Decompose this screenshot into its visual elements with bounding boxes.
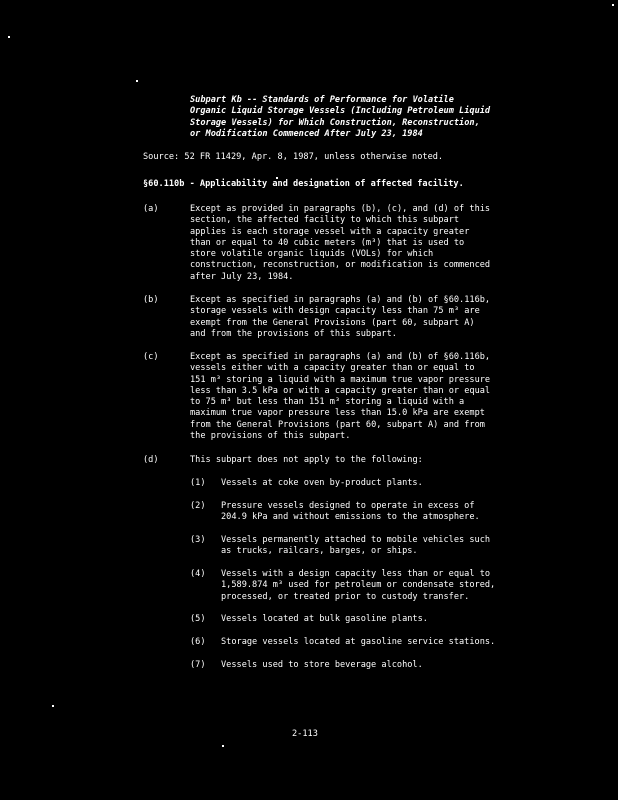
paragraph-label: (b): [143, 295, 159, 305]
paragraph-line: to 75 m³ but less than 151 m³ storing a liquid with a: [190, 397, 465, 408]
paragraph-line: Except as provided in paragraphs (b), (c), and (d) of this: [190, 204, 491, 214]
item-text: [221, 501, 561, 524]
item-line: Vessels located at bulk gasoline plants.: [221, 614, 428, 624]
scan-speck: [8, 36, 10, 38]
paragraph-line: vessels either with a capacity greater than or equal to: [190, 363, 475, 374]
source-note: Source: 52 FR 11429, Apr. 8, 1987, unless otherwise noted.: [143, 152, 444, 162]
item-number: (4): [190, 569, 206, 579]
paragraph-line: store volatile organic liquids (VOLs) for which: [190, 249, 434, 260]
paragraph-line: less than 3.5 kPa or with a capacity greater than or equal: [190, 385, 491, 396]
title-line: Storage Vessels) for Which Construction, Reconstruction,: [190, 117, 480, 128]
paragraph-line: section, the affected facility to which this subpart: [190, 215, 460, 226]
subpart-title: [190, 95, 560, 140]
paragraph-body: [190, 455, 570, 466]
paragraph-line: Except as specified in paragraphs (a) and (b) of §60.116b,: [190, 352, 491, 362]
item-line: Vessels used to store beverage alcohol.: [221, 660, 423, 670]
paragraph-line: 151 m³ storing a liquid with a maximum true vapor pressure: [190, 374, 491, 385]
item-text: [221, 614, 561, 625]
item-line: Vessels with a design capacity less than or equal to: [221, 569, 491, 579]
paragraph-label: (c): [143, 352, 159, 362]
item-number: (5): [190, 614, 206, 624]
paragraph-body: [190, 204, 570, 283]
title-line: Organic Liquid Storage Vessels (Including Petroleum Liquid: [190, 106, 491, 117]
item-number: (6): [190, 637, 206, 647]
item-text: [221, 535, 561, 558]
paragraph-line: than or equal to 40 cubic meters (m³) that is used to: [190, 237, 465, 248]
title-line: or Modification Commenced After July 23, 1984: [190, 128, 423, 139]
paragraph-line: the provisions of this subpart.: [190, 431, 351, 442]
scan-speck: [276, 177, 278, 179]
paragraph-line: This subpart does not apply to the following:: [190, 455, 423, 465]
item-line: 204.9 kPa and without emissions to the atmosphere.: [221, 512, 480, 523]
paragraph-line: storage vessels with design capacity less than 75 m³ are: [190, 306, 480, 317]
paragraph-line: and from the provisions of this subpart.: [190, 328, 397, 339]
paragraph-line: construction, reconstruction, or modification is commenced: [190, 260, 491, 271]
item-line: Storage vessels located at gasoline service stations.: [221, 637, 496, 647]
page-number: 2-113: [292, 729, 318, 739]
paragraph-line: exempt from the General Provisions (part 60, subpart A): [190, 317, 475, 328]
item-number: (2): [190, 501, 206, 511]
paragraph-label: (d): [143, 455, 159, 465]
paragraph-line: Except as specified in paragraphs (a) and (b) of §60.116b,: [190, 295, 491, 305]
item-line: 1,589.874 m³ used for petroleum or condensate stored,: [221, 580, 496, 591]
paragraph-body: [190, 352, 570, 442]
item-text: [221, 637, 561, 648]
title-line: Subpart Kb -- Standards of Performance for Volatile: [190, 95, 454, 105]
paragraph-body: [190, 295, 570, 340]
item-text: [221, 660, 561, 671]
paragraph-line: from the General Provisions (part 60, subpart A) and from: [190, 419, 485, 430]
section-heading: §60.110b - Applicability and designation of affected facility.: [143, 179, 464, 189]
scan-speck: [52, 705, 54, 707]
item-number: (3): [190, 535, 206, 545]
item-line: Vessels at coke oven by-product plants.: [221, 478, 423, 488]
item-text: [221, 478, 561, 489]
scan-speck: [136, 80, 138, 82]
item-line: Pressure vessels designed to operate in excess of: [221, 501, 475, 511]
item-line: as trucks, railcars, barges, or ships.: [221, 546, 418, 557]
scan-speck: [612, 4, 614, 6]
item-number: (7): [190, 660, 206, 670]
paragraph-line: applies is each storage vessel with a capacity greater: [190, 226, 470, 237]
paragraph-label: (a): [143, 204, 159, 214]
item-line: Vessels permanently attached to mobile vehicles such: [221, 535, 491, 545]
scan-speck: [222, 745, 224, 747]
item-text: [221, 569, 561, 603]
paragraph-line: after July 23, 1984.: [190, 271, 294, 282]
paragraph-line: maximum true vapor pressure less than 15.0 kPa are exempt: [190, 408, 485, 419]
item-number: (1): [190, 478, 206, 488]
item-line: processed, or treated prior to custody transfer.: [221, 591, 470, 602]
